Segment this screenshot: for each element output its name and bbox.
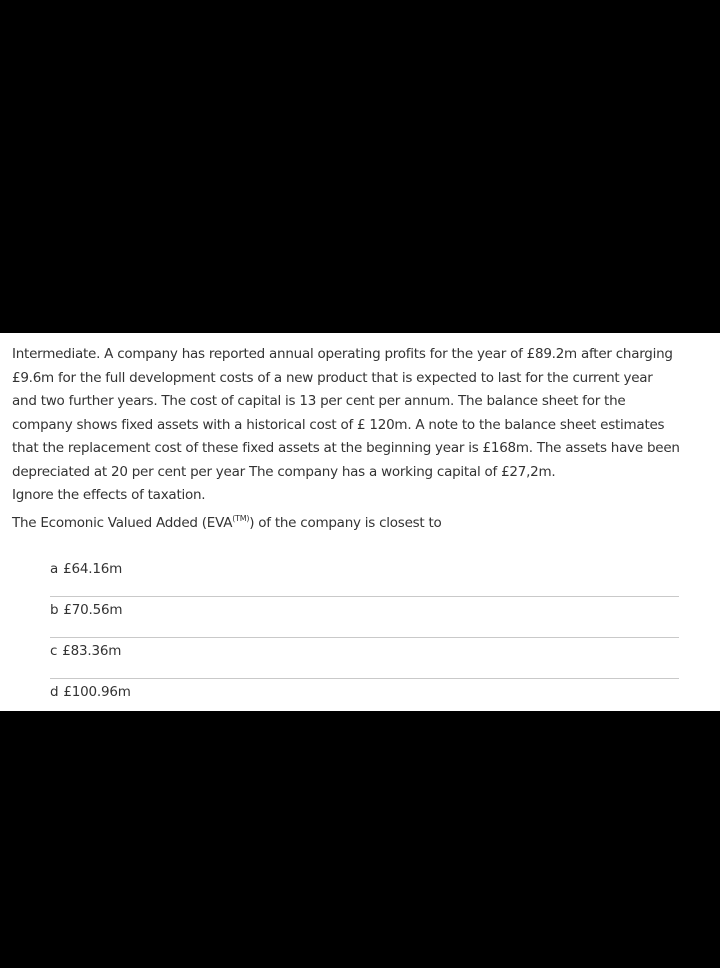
question-text xyxy=(12,343,710,508)
option-letter: d xyxy=(50,684,59,700)
question-line: company shows fixed assets with a historical cost of £ 120m. A note to the balance sheet estimates xyxy=(12,416,665,433)
question-line: £9.6m for the full development costs of a new product that is expected to last for the current year xyxy=(12,369,653,386)
option-value: £83.36m xyxy=(62,643,122,659)
question-line: Intermediate. A company has reported annual operating profits for the year of £89.2m after charging xyxy=(12,346,673,362)
prompt-text-start: The Ecomonic Valued Added (EVA xyxy=(12,514,233,531)
option-letter: c xyxy=(50,643,58,659)
option-letter: a xyxy=(50,561,59,577)
option-letter: b xyxy=(50,602,59,618)
trademark-superscript: (TM) xyxy=(232,513,250,523)
question-line: and two further years. The cost of capital is 13 per cent per annum. The balance sheet for the xyxy=(12,393,626,409)
question-line: depreciated at 20 per cent per year The company has a working capital of £27,2m. xyxy=(12,463,556,480)
option-a[interactable] xyxy=(50,556,679,597)
option-b[interactable] xyxy=(50,597,679,638)
option-value: £64.16m xyxy=(63,561,123,577)
option-value: £70.56m xyxy=(63,602,123,618)
option-d[interactable] xyxy=(50,679,679,720)
question-prompt xyxy=(12,512,710,536)
question-card xyxy=(0,333,720,711)
option-value: £100.96m xyxy=(63,684,131,700)
answer-options xyxy=(50,556,679,720)
prompt-text-end: ) of the company is closest to xyxy=(249,514,442,531)
option-c[interactable] xyxy=(50,638,679,679)
question-line: Ignore the effects of taxation. xyxy=(12,487,206,503)
question-line: that the replacement cost of these fixed assets at the beginning year is £168m. The assets have been xyxy=(12,440,680,456)
